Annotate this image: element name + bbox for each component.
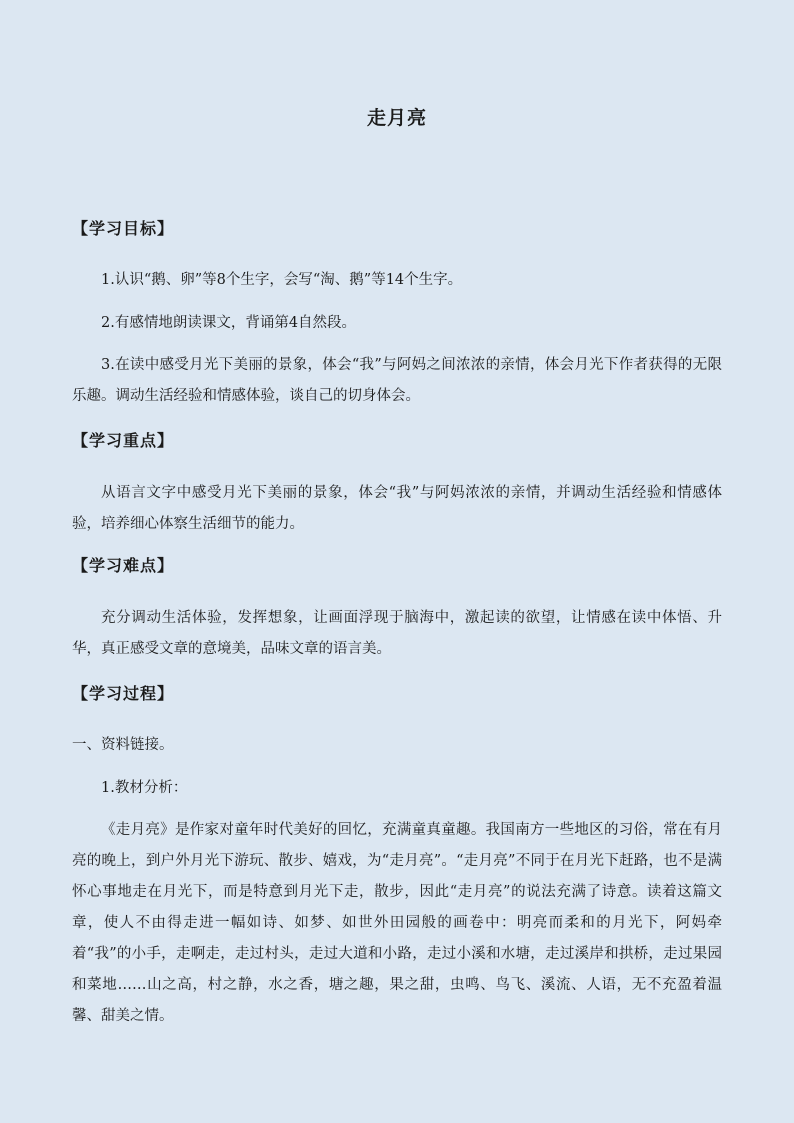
heading-difficulties: 【学习难点】 [72,556,175,575]
heading-process: 【学习过程】 [72,684,175,703]
goal-item-1: 1.认识“鹅、卵”等8个生字，会写“淘、鹅”等14个生字。 [101,272,463,288]
goal-item-3: 3.在读中感受月光下美丽的景象，体会“我”与阿妈之间浓浓的亲情，体会月光下作者获得的无限乐趣。调动生活经验和情感体验，谈自己的切身体会。 [72,357,722,404]
key-points-text: 从语言文字中感受月光下美丽的景象，体会“我”与阿妈浓浓的亲情，并调动生活经验和情感体验，培养细心体察生活细节的能力。 [72,485,722,532]
process-step-1: 一、资料链接。 [72,737,174,753]
heading-learning-goals: 【学习目标】 [72,219,175,238]
process-sub-1: 1.教材分析： [101,780,188,796]
difficulties-text: 充分调动生活体验，发挥想象，让画面浮现于脑海中，激起读的欲望，让情感在读中体悟、升华，真正感受文章的意境美，品味文章的语言美。 [72,610,722,657]
goal-item-2: 2.有感情地朗读课文，背诵第4自然段。 [101,315,357,331]
heading-key-points: 【学习重点】 [72,431,175,450]
document-title: 走月亮 [366,107,427,129]
analysis-text: 《走月亮》是作家对童年时代美好的回忆，充满童真童趣。我国南方一些地区的习俗，常在有月亮的晚上，到户外月光下游玩、散步、嬉戏，为“走月亮”。“走月亮”不同于在月光下赶路，也不是满怀心事地走在月光下，而是特意到月光下走，散步，因此“走月亮”的说法充满了诗意。读着这篇文章，使人不由得走进一幅如诗、如梦、如世外田园般的画卷中：明亮而柔和的月光下，阿妈牵着“我”的小手，走啊走，走过村头，走过大道和小路，走过小溪和水塘，走过溪岸和拱桥，走过果园和菜地……山之高，村之静，水之香，塘之趣，果之甜，虫鸣、鸟飞、溪流、人语，无不充盈着温馨、甜美之情。 [72,822,722,1024]
